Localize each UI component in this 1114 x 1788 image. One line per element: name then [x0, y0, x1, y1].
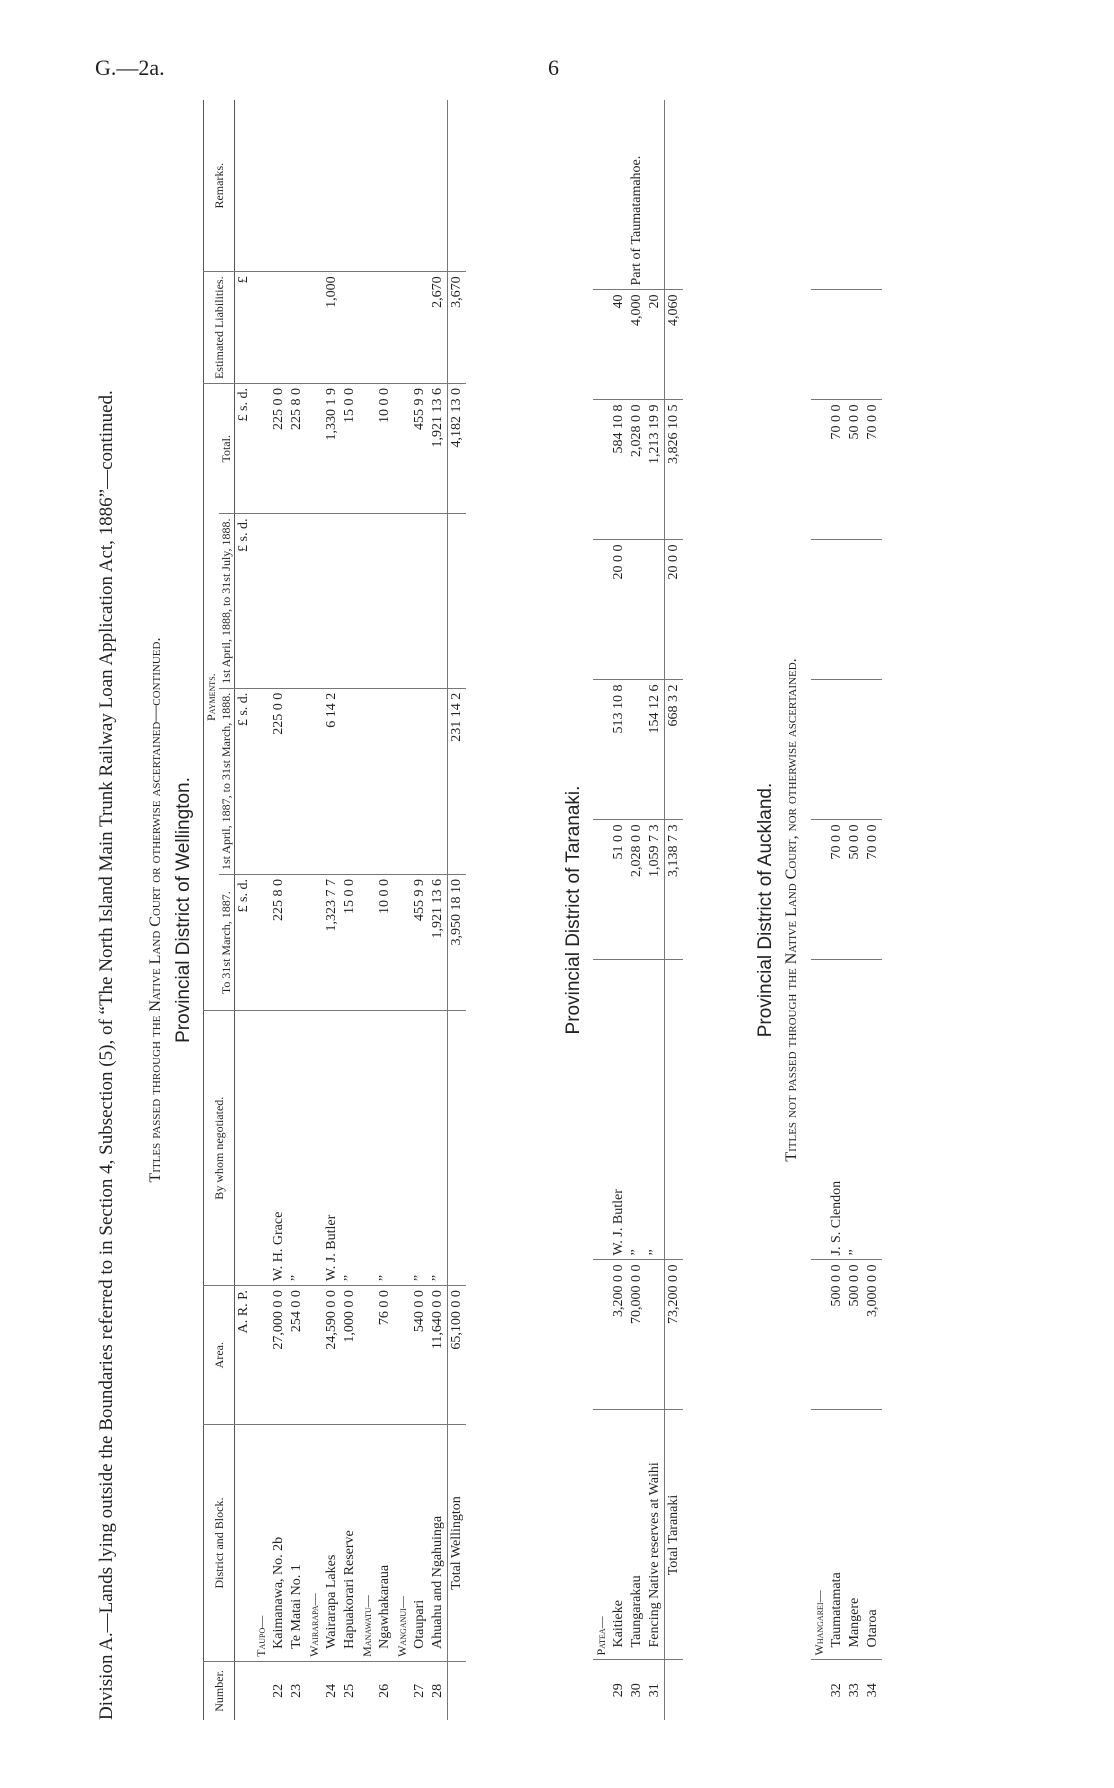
payment-total: 225 0 0 [270, 384, 288, 514]
group-row [811, 100, 828, 1720]
negotiator: ” [846, 960, 864, 1260]
header-number: Number. [211, 1670, 226, 1712]
remark [323, 100, 341, 272]
remark [288, 100, 306, 272]
subtitle-not-passed: Titles not passed through the Native Land Court, nor otherwise ascertained. [783, 658, 800, 1162]
row-number: 28 [430, 1683, 445, 1698]
total-row [665, 100, 684, 1720]
payment-total: 1,330 1 9 [323, 384, 341, 514]
estimated-liability: 1,000 [323, 272, 341, 384]
grand-total: 4,182 13 0 [448, 384, 467, 514]
lsd-unit: £ s. d. [235, 688, 254, 874]
remark [846, 100, 864, 290]
group-row [306, 100, 323, 1720]
negotiator: ” [288, 1011, 306, 1286]
table-row [323, 100, 341, 1720]
pound-unit: £ [235, 272, 254, 384]
payment-jul-1888 [411, 514, 429, 688]
payment-1888 [429, 688, 448, 874]
auckland-heading: Provincial District of Auckland. [755, 782, 776, 1038]
negotiator: ” [411, 1011, 429, 1286]
table-row [646, 100, 665, 1720]
total-payment-1888: 231 14 2 [448, 688, 467, 874]
rotated-page-content [95, 100, 1095, 1720]
remark [270, 100, 288, 272]
header-negotiated: By whom negotiated. [204, 1011, 235, 1286]
payment-jul-1888 [864, 540, 882, 680]
negotiator: W. J. Butler [323, 1011, 341, 1286]
block-name: Wairarapa Lakes [323, 1425, 341, 1662]
total-area: 73,200 0 0 [665, 1260, 684, 1410]
block-name: Te Matai No. 1 [288, 1425, 306, 1662]
remark [429, 100, 448, 272]
payment-jul-1888 [341, 514, 359, 688]
payment-1888: 225 0 0 [270, 688, 288, 874]
lsd-unit: £ s. d. [235, 875, 254, 1011]
block-name: Taumatamata [828, 1410, 846, 1660]
row-number: 23 [289, 1683, 304, 1698]
remark [341, 100, 359, 272]
remark [411, 100, 429, 272]
payment-1888: 154 12 6 [646, 680, 665, 820]
payment-1887: 51 0 0 [610, 820, 628, 960]
payment-1888 [376, 688, 394, 874]
area-value [646, 1260, 665, 1410]
total-payment-1888: 668 3 2 [665, 680, 684, 820]
row-number: 30 [629, 1683, 644, 1698]
total-liability: 4,060 [665, 290, 684, 400]
table-row [828, 100, 846, 1720]
district-group-label: Manawatu— [359, 1425, 376, 1662]
header-payment-2: 1st April, 1887, to 31st March, 1888. [219, 688, 235, 874]
payment-total: 70 0 0 [864, 400, 882, 540]
table-row [628, 100, 646, 1720]
area-value: 70,000 0 0 [628, 1260, 646, 1410]
estimated-liability: 40 [610, 290, 628, 400]
area-value: 24,590 0 0 [323, 1286, 341, 1425]
payment-total: 50 0 0 [846, 400, 864, 540]
header-district: District and Block. [204, 1425, 235, 1662]
estimated-liability [411, 272, 429, 384]
payment-1887: 70 0 0 [864, 820, 882, 960]
payment-1888: 513 10 8 [610, 680, 628, 820]
row-number: 33 [847, 1683, 862, 1698]
payment-1887: 15 0 0 [341, 875, 359, 1011]
row-number: 34 [865, 1683, 880, 1698]
estimated-liability [864, 290, 882, 400]
estimated-liability: 4,000 [628, 290, 646, 400]
row-number: 31 [647, 1683, 662, 1698]
negotiator: J. S. Clendon [828, 960, 846, 1260]
area-value: 76 0 0 [376, 1286, 394, 1425]
negotiator: W. J. Butler [610, 960, 628, 1260]
total-label: Total Taranaki [665, 1410, 684, 1660]
payment-jul-1888 [376, 514, 394, 688]
payment-1887: 1,059 7 3 [646, 820, 665, 960]
payment-1888 [828, 680, 846, 820]
estimated-liability: 20 [646, 290, 665, 400]
payment-jul-1888 [270, 514, 288, 688]
total-payment-1887: 3,950 18 10 [448, 875, 467, 1011]
payment-1888 [411, 688, 429, 874]
subtitle-passed: Titles passed through the Native Land Court or otherwise ascertained—continued. [147, 637, 164, 1183]
header-payment-3: 1st April, 1888, to 31st July, 1888. [219, 514, 235, 688]
negotiator: ” [628, 960, 646, 1260]
negotiator: W. H. Grace [270, 1011, 288, 1286]
payment-1887: 2,028 0 0 [628, 820, 646, 960]
grand-total: 3,826 10 5 [665, 400, 684, 540]
row-number: 24 [324, 1683, 339, 1698]
payment-1888 [288, 688, 306, 874]
block-name: Fencing Native reserves at Waihi [646, 1410, 665, 1660]
table-row [341, 100, 359, 1720]
block-name: Kaimanawa, No. 2b [270, 1425, 288, 1662]
payment-1888 [341, 688, 359, 874]
table-row [429, 100, 448, 1720]
payment-1888 [628, 680, 646, 820]
area-value: 27,000 0 0 [270, 1286, 288, 1425]
block-name: Ngawhakaraua [376, 1425, 394, 1662]
group-row [593, 100, 610, 1720]
area-value: 11,640 0 0 [429, 1286, 448, 1425]
total-label: Total Wellington [448, 1425, 467, 1662]
estimated-liability [341, 272, 359, 384]
payment-total: 455 9 9 [411, 384, 429, 514]
division-title: Division A.—Lands lying outside the Boundaries referred to in Section 4, Subsection (5), of “The North Island Main Trunk Railway Loan Application Act, 1886”—continued. [96, 390, 117, 1720]
remark [646, 100, 665, 290]
header-area: Area. [204, 1286, 235, 1425]
estimated-liability [846, 290, 864, 400]
district-group-label: Wairarapa— [306, 1425, 323, 1662]
area-value: 540 0 0 [411, 1286, 429, 1425]
block-name: Mangere [846, 1410, 864, 1660]
payment-1887: 1,323 7 7 [323, 875, 341, 1011]
payment-total: 225 8 0 [288, 384, 306, 514]
payment-1887 [288, 875, 306, 1011]
total-payment-1887: 3,138 7 3 [665, 820, 684, 960]
estimated-liability [288, 272, 306, 384]
block-name: Otaupari [411, 1425, 429, 1662]
row-number: 29 [611, 1683, 626, 1698]
area-value: 3,000 0 0 [864, 1260, 882, 1410]
remark: Part of Taumatamahoe. [628, 100, 646, 290]
payment-jul-1888: 20 0 0 [610, 540, 628, 680]
block-name: Hapuakorari Reserve [341, 1425, 359, 1662]
payment-total: 584 10 8 [610, 400, 628, 540]
total-payment-jul-1888: 20 0 0 [665, 540, 684, 680]
payment-1888 [846, 680, 864, 820]
header-payments: Payments. [204, 384, 220, 1011]
table-row [270, 100, 288, 1720]
area-value: 500 0 0 [828, 1260, 846, 1410]
area-units: A. R. P. [235, 1286, 254, 1425]
area-value: 1,000 0 0 [341, 1286, 359, 1425]
payment-total: 70 0 0 [828, 400, 846, 540]
payment-jul-1888 [323, 514, 341, 688]
taranaki-table [593, 100, 683, 1720]
district-group-label: Whangarei— [811, 1410, 828, 1660]
taranaki-heading: Provincial District of Taranaki. [563, 785, 584, 1035]
group-row [394, 100, 411, 1720]
row-number: 22 [271, 1683, 286, 1698]
payment-1887: 10 0 0 [376, 875, 394, 1011]
estimated-liability [270, 272, 288, 384]
table-row [846, 100, 864, 1720]
payment-1887: 70 0 0 [828, 820, 846, 960]
area-value: 3,200 0 0 [610, 1260, 628, 1410]
payment-total: 1,213 19 9 [646, 400, 665, 540]
payment-jul-1888 [646, 540, 665, 680]
payment-1887: 1,921 13 6 [429, 875, 448, 1011]
payment-1887: 455 9 9 [411, 875, 429, 1011]
payment-total: 1,921 13 6 [429, 384, 448, 514]
payment-jul-1888 [828, 540, 846, 680]
header-total: Total. [219, 384, 235, 514]
remark [864, 100, 882, 290]
payment-1887: 50 0 0 [846, 820, 864, 960]
lsd-unit: £ s. d. [235, 384, 254, 514]
group-row [253, 100, 270, 1720]
negotiator: ” [341, 1011, 359, 1286]
wellington-table [203, 100, 466, 1720]
header-payment-1: To 31st March, 1887. [219, 875, 235, 1011]
row-number: 32 [829, 1683, 844, 1698]
area-value: 500 0 0 [846, 1260, 864, 1410]
table-row [411, 100, 429, 1720]
remark [610, 100, 628, 290]
payment-1887: 225 8 0 [270, 875, 288, 1011]
district-group-label: Patea— [593, 1410, 610, 1660]
payment-total: 15 0 0 [341, 384, 359, 514]
table-row [864, 100, 882, 1720]
payment-total: 2,028 0 0 [628, 400, 646, 540]
estimated-liability: 2,670 [429, 272, 448, 384]
row-number: 27 [412, 1683, 427, 1698]
payment-jul-1888 [429, 514, 448, 688]
payment-total: 10 0 0 [376, 384, 394, 514]
page-number: 6 [548, 55, 559, 80]
header-liabilities: Estimated Liabilities. [204, 272, 235, 384]
row-number: 26 [377, 1683, 392, 1698]
estimated-liability [376, 272, 394, 384]
header-remarks: Remarks. [204, 100, 235, 272]
lsd-unit: £ s. d. [235, 514, 254, 688]
group-row [359, 100, 376, 1720]
table-row [610, 100, 628, 1720]
negotiator [864, 960, 882, 1260]
payment-jul-1888 [846, 540, 864, 680]
total-liability: 3,670 [448, 272, 467, 384]
block-name: Otaroa [864, 1410, 882, 1660]
remark [376, 100, 394, 272]
district-group-label: Taupo— [253, 1425, 270, 1662]
block-name: Kaitieke [610, 1410, 628, 1660]
total-payment-jul-1888 [448, 514, 467, 688]
remark [828, 100, 846, 290]
payment-1888 [864, 680, 882, 820]
negotiator: ” [646, 960, 665, 1260]
auckland-table [811, 100, 882, 1720]
negotiator: ” [376, 1011, 394, 1286]
block-name: Taungarakau [628, 1410, 646, 1660]
payment-jul-1888 [628, 540, 646, 680]
estimated-liability [828, 290, 846, 400]
total-area: 65,100 0 0 [448, 1286, 467, 1425]
table-row [376, 100, 394, 1720]
payment-jul-1888 [288, 514, 306, 688]
total-row [448, 100, 467, 1720]
area-value: 254 0 0 [288, 1286, 306, 1425]
negotiator: ” [429, 1011, 448, 1286]
document-code: G.—2a. [95, 55, 165, 80]
district-group-label: Wanganui— [394, 1425, 411, 1662]
wellington-heading: Provincial District of Wellington. [173, 777, 194, 1043]
row-number: 25 [342, 1683, 357, 1698]
table-row [288, 100, 306, 1720]
payment-1888: 6 14 2 [323, 688, 341, 874]
block-name: Ahuahu and Ngahuinga [429, 1425, 448, 1662]
